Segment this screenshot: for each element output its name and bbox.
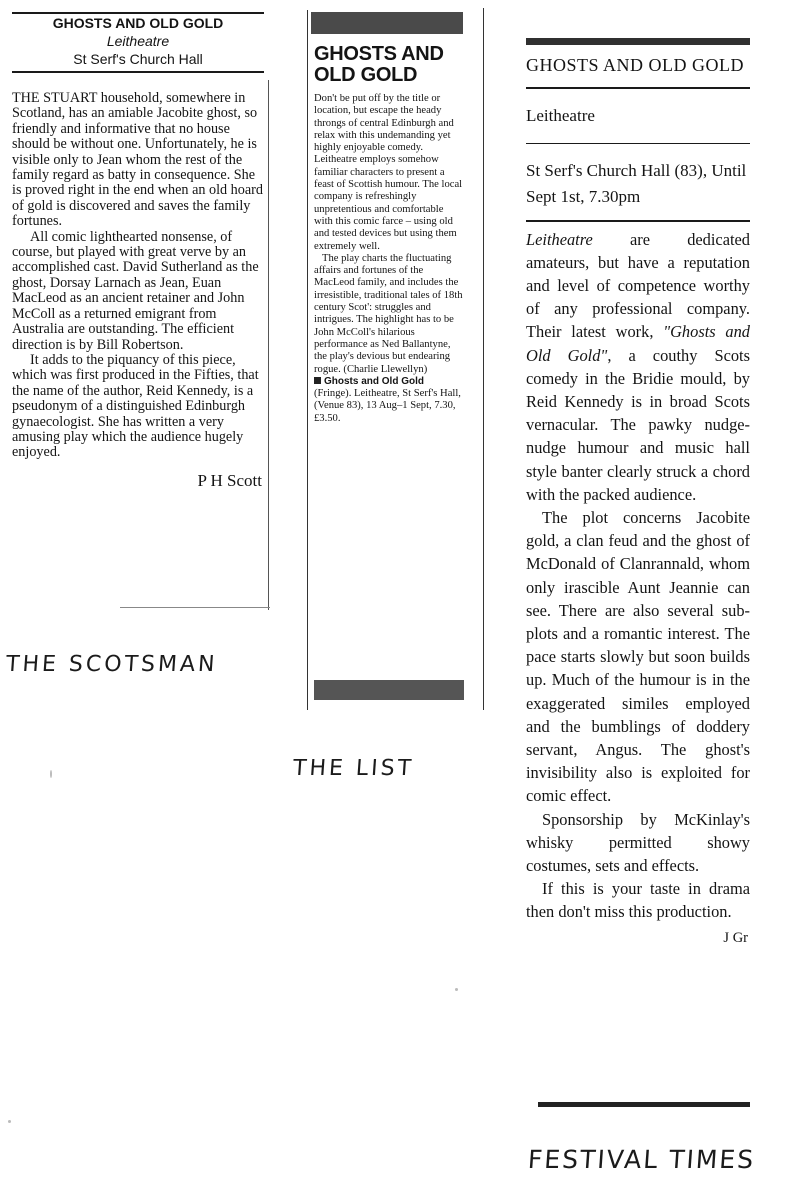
list-review-body xyxy=(314,93,464,425)
bullet-square-icon xyxy=(314,377,321,384)
festival-times-paragraph xyxy=(526,228,750,506)
festival-times-paragraph: The plot concerns Jacobite gold, a clan feud and the ghost of McDonald of Clanrannald, whom only irascible Aunt Jeannie can see. There are also several sub-plots and a romantic interest. The pace starts slowly but soon builds up. Much of the humour is in the exaggerated similes employed and the bumblings of doddery servant, Angus. The ghost's invisibility also is exploited for comic effect. xyxy=(526,507,750,806)
scan-speck xyxy=(455,988,458,991)
scotsman-paragraph: All comic lighthearted nonsense, of course, but played with great verve by an accomplished cast. David Sutherland as the ghost, Dorsay Larnach as Jean, Euan MacLeod as an ancient retainer and John McColl as a returned emigrant from Australia are outstanding. The efficient direction is by Bill Robertson. xyxy=(12,228,259,353)
scotsman-bottom-edge xyxy=(120,607,270,608)
festival-times-text: , a couthy Scots comedy in the Bridie mould, by Reid Kennedy is in broad Scots vernacular. The pawky nudge-nudge humour and music hall style banter clearly struck a chord with the packed audience. xyxy=(526,345,750,504)
scotsman-paragraph: It adds to the piquancy of this piece, which was first produced in the Fifties, that the name of the author, Reid Kennedy, is a pseudonym of a distinguished Edinburgh gynaecologist. She has written a very amusing play which the audience hugely enjoyed. xyxy=(12,351,259,461)
list-bottom-bar xyxy=(314,680,464,700)
list-title: GHOSTS AND OLD GOLD xyxy=(314,43,444,86)
list-top-bar xyxy=(311,12,463,34)
scotsman-review-body xyxy=(12,91,264,461)
list-right-edge xyxy=(483,8,484,710)
festival-times-top-bar xyxy=(526,38,750,45)
list-listing-details: (Fringe). Leitheatre, St Serf's Hall, (Venue 83), 13 Aug–1 Sept, 7.30, £3.50. xyxy=(314,388,461,424)
list-handwritten-label: THE LIST xyxy=(292,756,415,781)
festival-times-review-body xyxy=(526,228,750,924)
list-paragraph: The play charts the fluctuating affairs and fortunes of the MacLeod family, and includes the irresistible, traditional tales of 18th century Scot': struggles and intrigues. The highlight has to be John McColl's hilarious performance as Ned Ballantyne, the play's devious but endearing rogue. (Charlie Llewellyn) xyxy=(314,252,463,375)
scotsman-header xyxy=(12,14,264,71)
scotsman-clipping xyxy=(12,12,264,491)
list-paragraph: Don't be put off by the title or location, but escape the heady throngs of central Edinburgh and relax with this undemanding yet highly enjoyable comedy. Leitheatre employs somehow familiar characters to present a feast of Scottish humour. The local company is refreshingly unpretentious and comfortable with this comic farce – using old and tested devices but using them extremely well. xyxy=(314,93,463,252)
scotsman-venue: St Serf's Church Hall xyxy=(73,51,203,67)
festival-times-clipping xyxy=(526,38,750,947)
scan-speck xyxy=(8,1120,11,1123)
list-listing-title: Ghosts and Old Gold xyxy=(324,375,424,387)
scotsman-byline: P H Scott xyxy=(197,470,262,490)
scotsman-company: Leitheatre xyxy=(106,33,170,49)
list-listing xyxy=(314,376,464,425)
festival-times-company-italic: Leitheatre xyxy=(526,229,593,249)
festival-times-text: are dedicated amateurs, but have a reputation and level of competence worthy of any professional company. Their latest work, xyxy=(526,229,750,342)
scotsman-column-edge xyxy=(268,80,269,610)
scotsman-header-rule xyxy=(12,71,264,73)
festival-times-venue: St Serf's Church Hall (83), Until Sept 1st, 7.30pm xyxy=(526,161,747,206)
festival-times-handwritten-label: FESTIVAL TIMES xyxy=(526,1145,757,1174)
scan-speck xyxy=(50,770,52,778)
festival-times-title: GHOSTS AND OLD GOLD xyxy=(526,55,745,75)
festival-times-paragraph: If this is your taste in drama then don't miss this production. xyxy=(526,879,750,922)
scotsman-handwritten-label: THE SCOTSMAN xyxy=(5,652,219,677)
festival-times-paragraph: Sponsorship by McKinlay's whisky permitted showy costumes, sets and effects. xyxy=(526,809,750,875)
festival-times-company: Leitheatre xyxy=(526,105,595,125)
festival-times-play-italic: "Ghosts and Old Gold" xyxy=(526,322,750,365)
list-clipping xyxy=(314,44,464,425)
scotsman-paragraph: THE STUART household, somewhere in Scotland, has an amiable Jacobite ghost, so friendly and informative that no house should be without one. Unfortunately, he is visible only to Jean whom the rest of the family regard as batty in consequence. She is proved right in the end when an old hoard of gold is discovered and saves the family fortunes. xyxy=(12,90,263,230)
festival-times-bottom-bar xyxy=(538,1102,750,1107)
scotsman-title: GHOSTS AND OLD GOLD xyxy=(52,15,224,31)
festival-times-byline: J Gr xyxy=(723,929,748,946)
festival-times-rule xyxy=(526,220,750,222)
list-left-edge xyxy=(307,10,308,710)
